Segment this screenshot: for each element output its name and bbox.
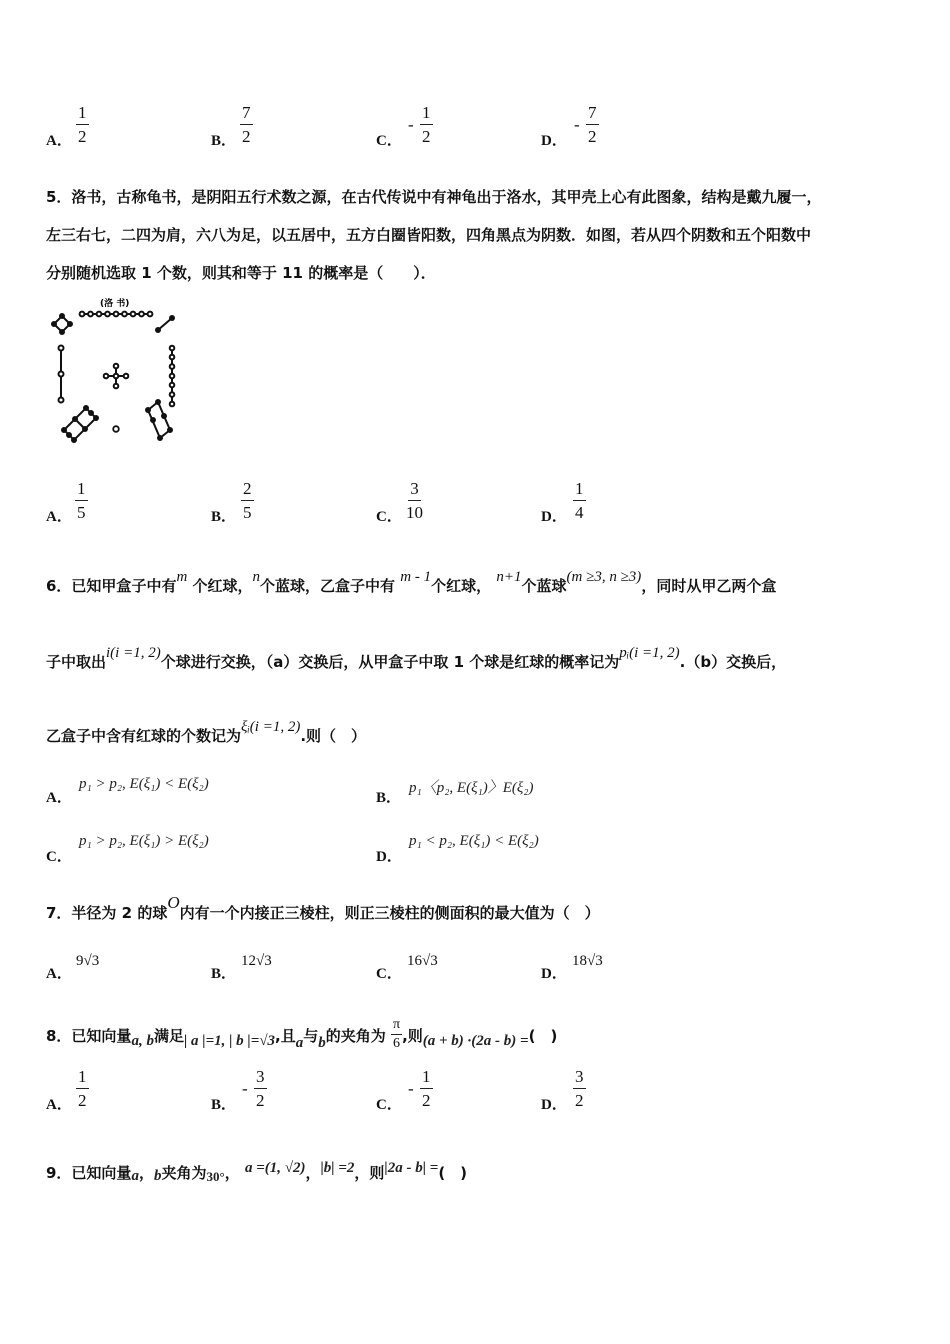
q5-option-c-label: C．	[376, 509, 402, 525]
q6-option-c-expr: p₁ > p₂, E(ξ₁) > E(ξ₂)	[79, 833, 209, 849]
luoshu-caption: (洛 书)	[100, 299, 130, 309]
q7-option-a-label: A．	[46, 966, 72, 982]
q6-option-a-label: A．	[46, 790, 72, 806]
q5-line-1: 5．洛书，古称龟书，是阴阳五行术数之源，在古代传说中有神龟出于洛水，其甲壳上心有此图象，结构是戴九履一，	[46, 188, 822, 206]
q8-option-b-label: B．	[211, 1097, 237, 1113]
q4-option-a-fraction: $\frac{1}{2}$	[78, 103, 87, 146]
q6-option-b-label: B．	[376, 790, 402, 806]
q8-option-a-label: A．	[46, 1097, 72, 1113]
q5-line-3: 分别随机选取 1 个数，则其和等于 11 的概率是（ ）．	[46, 264, 436, 282]
q7-option-a-expr: 9√3	[76, 953, 100, 969]
q6-line-1: 6．已知甲盒子中有m 个红球，n个蓝球，乙盒子中有 m - 1个红球， n+1个蓝球(m ≥3, n ≥3)，同时从甲乙两个盒	[46, 569, 777, 595]
q6-option-b-expr: p₁〈p₂, E(ξ₁)〉E(ξ₂)	[409, 780, 534, 796]
q6-option-c-label: C．	[46, 849, 72, 865]
q4-option-c-sign: -	[408, 115, 414, 134]
q8-option-d-label: D．	[541, 1097, 567, 1113]
q8-text: 8．已知向量a, b满足| a |=1, | b |=√3,且a与b的夹角为 $\frac{\pi}{6}$ ,则(a + b) ·(2a - b) =( )	[46, 1017, 558, 1051]
q5-option-b-fraction: $\frac{2}{5}$	[243, 479, 252, 522]
q4-option-b-fraction: $\frac{7}{2}$	[242, 103, 251, 146]
q8-option-c-sign: -	[408, 1079, 414, 1098]
q6-option-d-label: D．	[376, 849, 402, 865]
luoshu-figure	[46, 292, 196, 444]
q8-option-b-fraction: $\frac{3}{2}$	[256, 1067, 265, 1110]
q5-option-b-label: B．	[211, 509, 237, 525]
q5-option-a-fraction: $\frac{1}{5}$	[77, 479, 86, 522]
q8-option-d-fraction: $\frac{3}{2}$	[575, 1067, 584, 1110]
q5-line-2: 左三右七，二四为肩，六八为足，以五居中，五方白圈皆阳数，四角黑点为阴数．如图，若从四个阴数和五个阳数中	[46, 226, 812, 244]
q6-line-2: 子中取出i(i =1, 2)个球进行交换，（a）交换后，从甲盒子中取 1 个球是红球的概率记为pᵢ(i =1, 2).（b）交换后，	[46, 645, 787, 671]
q8-option-c-fraction: $\frac{1}{2}$	[422, 1067, 431, 1110]
q8-option-a-fraction: $\frac{1}{2}$	[78, 1067, 87, 1110]
q4-option-c-fraction: $\frac{1}{2}$	[422, 103, 431, 146]
q8-angle-fraction: $\frac{\pi}{6}$	[392, 1017, 401, 1051]
q7-text: 7．半径为 2 的球O内有一个内接正三棱柱，则正三棱柱的侧面积的最大值为（ ）	[46, 893, 600, 922]
q7-option-b-label: B．	[211, 966, 237, 982]
q7-option-b-expr: 12√3	[241, 953, 272, 969]
q4-option-a-label: A．	[46, 133, 72, 149]
q8-option-c-label: C．	[376, 1097, 402, 1113]
q4-option-d-sign: -	[574, 115, 580, 134]
q4-option-d-fraction: $\frac{7}{2}$	[588, 103, 597, 146]
q6-option-d-expr: p₁ < p₂, E(ξ₁) < E(ξ₂)	[409, 833, 539, 849]
q5-text	[46, 178, 906, 292]
q5-option-a-label: A．	[46, 509, 72, 525]
q7-option-c-expr: 16√3	[407, 953, 438, 969]
q5-option-d-label: D．	[541, 509, 567, 525]
q5-option-d-fraction: $\frac{1}{4}$	[575, 479, 584, 522]
q4-option-d-label: D．	[541, 133, 567, 149]
q6-option-a-expr: p₁ > p₂, E(ξ₁) < E(ξ₂)	[79, 776, 209, 792]
q4-option-c-label: C．	[376, 133, 402, 149]
q7-option-d-label: D．	[541, 966, 567, 982]
q7-option-d-expr: 18√3	[572, 953, 603, 969]
q8-option-b-sign: -	[242, 1079, 248, 1098]
q7-option-c-label: C．	[376, 966, 402, 982]
q4-option-b-label: B．	[211, 133, 237, 149]
q6-line-3: 乙盒子中含有红球的个数记为ξᵢ(i =1, 2).则（ ）	[46, 719, 367, 745]
q9-text: 9．已知向量a，b夹角为30°， a =(1, √2)，|b| =2，则|2a - b| =( )	[46, 1160, 468, 1184]
q5-option-c-fraction: $\frac{3}{10}$	[406, 479, 423, 522]
